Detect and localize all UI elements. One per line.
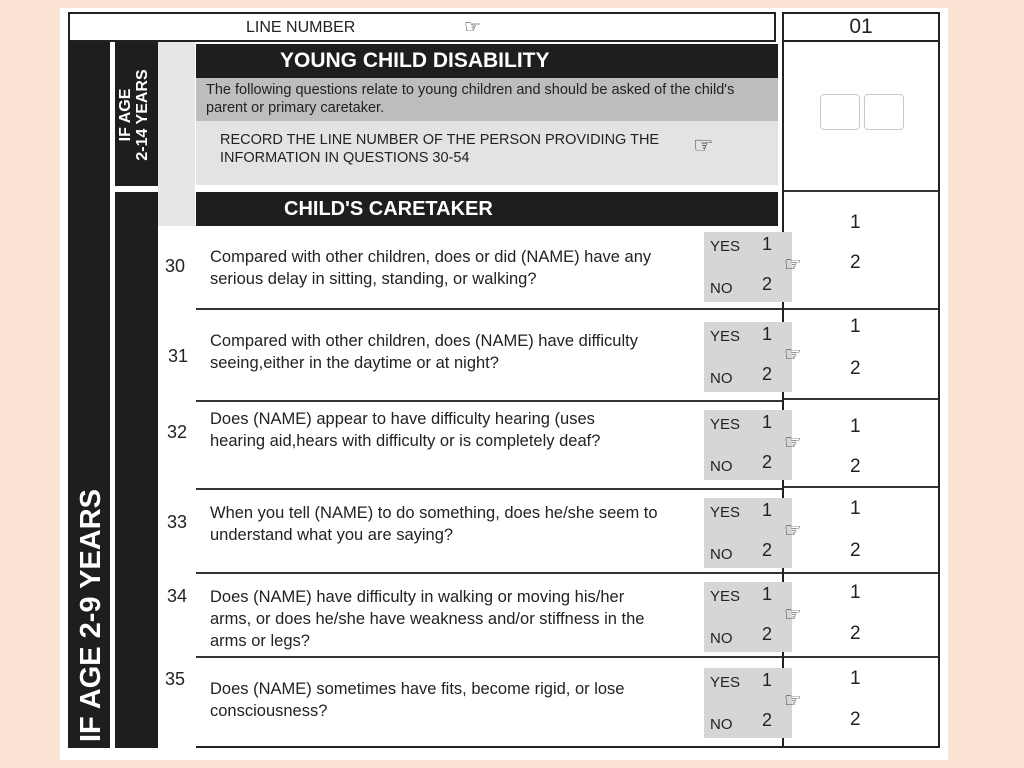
code-yes[interactable]: 1 <box>850 416 861 437</box>
section-intro: The following questions relate to young children and should be asked of the child's parent or primary caretaker. <box>196 78 778 121</box>
yes-label: YES <box>710 328 741 345</box>
code-no[interactable]: 2 <box>850 709 861 730</box>
yes-label: YES <box>710 238 741 255</box>
pointing-hand-icon: ☞ <box>784 252 802 276</box>
question-text: Does (NAME) sometimes have fits, become rigid, or lose consciousness? <box>210 680 625 720</box>
yes-code: 1 <box>762 324 773 344</box>
divider <box>784 486 938 488</box>
no-label: NO <box>710 546 733 563</box>
question-number: 35 <box>165 669 186 689</box>
question-number: 30 <box>165 256 186 276</box>
pointing-hand-icon: ☞ <box>784 688 802 712</box>
divider <box>784 308 938 310</box>
divider <box>196 400 782 402</box>
provider-line-number-box-1[interactable] <box>820 94 860 130</box>
line-number-value: 01 <box>782 12 940 42</box>
divider <box>196 572 782 574</box>
no-code: 2 <box>762 274 773 294</box>
question-number: 31 <box>168 346 189 366</box>
yes-code: 1 <box>762 412 773 432</box>
no-label: NO <box>710 458 733 475</box>
divider <box>784 398 938 400</box>
divider <box>784 656 938 658</box>
pointing-hand-icon: ☞ <box>784 518 802 542</box>
no-label: NO <box>710 630 733 647</box>
no-code: 2 <box>762 624 773 644</box>
age-2-14-line2: 2-14 YEARS <box>134 69 151 161</box>
no-code: 2 <box>762 364 773 384</box>
yes-code: 1 <box>762 584 773 604</box>
no-code: 2 <box>762 540 773 560</box>
code-no[interactable]: 2 <box>850 540 861 561</box>
divider <box>784 572 938 574</box>
pointing-hand-icon: ☞ <box>784 602 802 626</box>
yes-no-box <box>704 498 802 568</box>
pointing-hand-icon: ☞ <box>693 133 714 159</box>
yes-label: YES <box>710 674 741 691</box>
record-instruction <box>196 121 778 185</box>
response-code-column <box>782 42 940 748</box>
question-text: Does (NAME) appear to have difficulty hearing (uses hearing aid,hears with difficulty or is completely deaf? <box>210 410 601 450</box>
line-number-row <box>68 12 776 42</box>
yes-no-box <box>704 410 802 480</box>
divider <box>784 190 938 192</box>
no-code: 2 <box>762 452 773 472</box>
yes-no-box <box>704 232 802 302</box>
no-label: NO <box>710 280 733 297</box>
code-no[interactable]: 2 <box>850 358 861 379</box>
yes-label: YES <box>710 504 741 521</box>
line-number-label: LINE NUMBER <box>246 19 356 36</box>
question-text: Compared with other children, does (NAME) have difficulty seeing,either in the daytime or at night? <box>210 332 638 372</box>
age-2-9-side-label <box>68 42 110 748</box>
record-instruction-text: RECORD THE LINE NUMBER OF THE PERSON PROVIDING THE INFORMATION IN QUESTIONS 30-54 <box>220 132 660 166</box>
code-yes[interactable]: 1 <box>850 668 861 689</box>
question-number: 33 <box>167 512 188 532</box>
divider <box>196 656 782 658</box>
code-no[interactable]: 2 <box>850 252 861 273</box>
pointing-hand-icon: ☞ <box>784 430 802 454</box>
no-code: 2 <box>762 710 773 730</box>
code-yes[interactable]: 1 <box>850 212 861 233</box>
questionnaire-page <box>60 8 948 760</box>
question-text: Does (NAME) have difficulty in walking or moving his/her arms, or does he/she have weakness and/or stiffness in the arms or legs? <box>210 588 645 650</box>
yes-label: YES <box>710 416 741 433</box>
age-2-9-inner-bar <box>115 192 158 748</box>
code-yes[interactable]: 1 <box>850 316 861 337</box>
subsection-title: CHILD'S CARETAKER <box>196 192 778 226</box>
yes-no-box <box>704 668 802 738</box>
section-title: YOUNG CHILD DISABILITY <box>196 44 778 78</box>
divider <box>196 308 782 310</box>
pointing-hand-icon: ☞ <box>464 16 482 38</box>
age-2-14-side-label <box>115 42 158 186</box>
yes-code: 1 <box>762 234 773 254</box>
age-2-14-line1: IF AGE <box>117 88 134 142</box>
divider <box>196 488 782 490</box>
question-number-column <box>158 226 195 748</box>
yes-label: YES <box>710 588 741 605</box>
provider-line-number-box-2[interactable] <box>864 94 904 130</box>
code-no[interactable]: 2 <box>850 623 861 644</box>
age-2-14-label-text <box>117 62 155 168</box>
yes-code: 1 <box>762 670 773 690</box>
age-2-9-label-text: IF AGE 2-9 YEARS <box>75 488 107 742</box>
no-label: NO <box>710 716 733 733</box>
yes-no-box <box>704 322 802 392</box>
pointing-hand-icon: ☞ <box>784 342 802 366</box>
code-no[interactable]: 2 <box>850 456 861 477</box>
yes-no-box <box>704 582 802 652</box>
no-label: NO <box>710 370 733 387</box>
question-number: 32 <box>167 422 188 442</box>
question-text: Compared with other children, does or did (NAME) have any serious delay in sitting, standing, or walking? <box>210 248 652 288</box>
code-yes[interactable]: 1 <box>850 498 861 519</box>
question-number: 34 <box>167 586 188 606</box>
questions-area <box>196 226 802 748</box>
yes-code: 1 <box>762 500 773 520</box>
code-yes[interactable]: 1 <box>850 582 861 603</box>
question-text: When you tell (NAME) to do something, does he/she seem to understand what you are saying? <box>210 504 658 544</box>
